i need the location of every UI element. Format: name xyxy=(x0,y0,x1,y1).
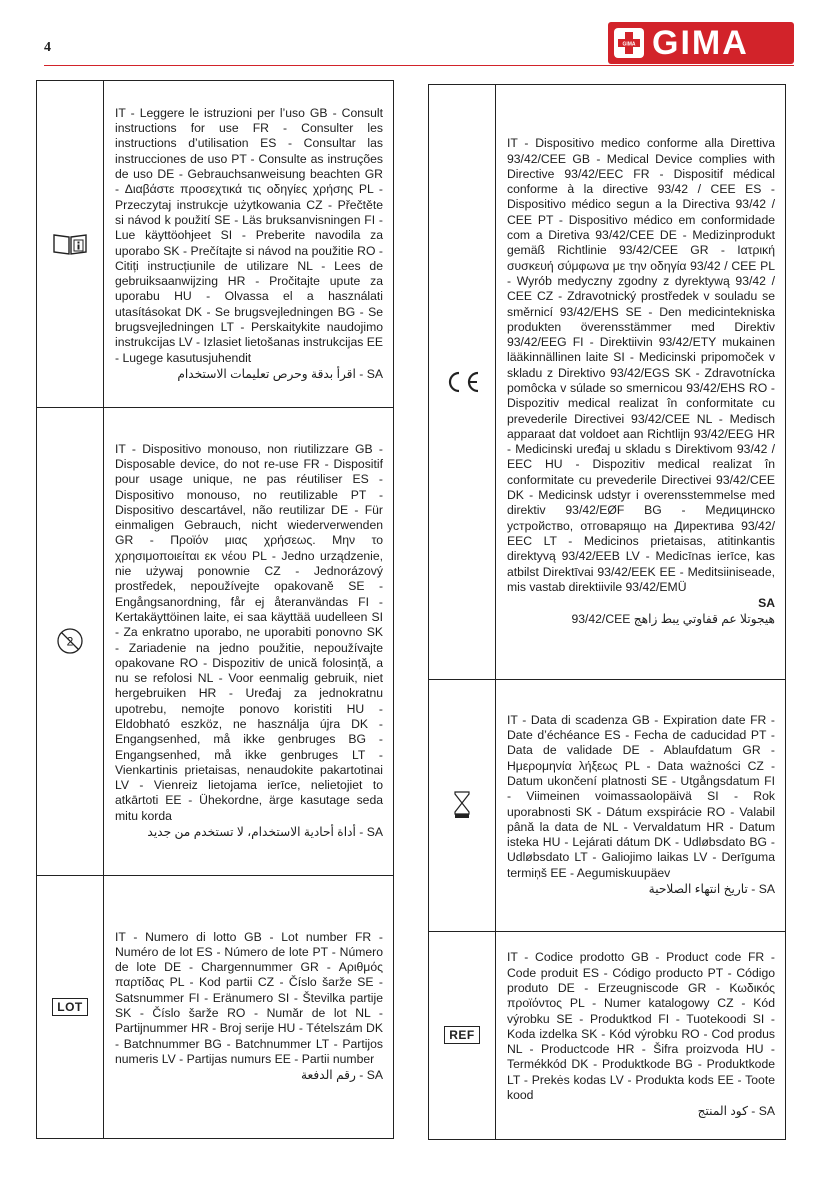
arabic-text: 93/42/CEE هيجوتلا عم قفاوتي يبط زاهج xyxy=(571,612,775,627)
multilingual-text: IT - Dispositivo medico conforme alla Direttiva 93/42/CEE GB - Medical Device complies with Directive 93/42/EEC FR - Dispositif médical conforme à la directive 93/42 / CEE ES - Dispositivo médico segun a la Directiva 93/42 / CEE PT - Dispositivo médico em conformidade com a Diretiva 93/42/CEE DE - Medizinprodukt gemäß Richtlinie 93/42/CEE GR - Ιατρική συσκευή σύμφωνα με την οδηγία 93/42 / CEE PL - Wyrób medyczny zgodny z dyrektywą 93/42 / CEE CZ - Zdravotnický prostředek v souladu se směrnicí 93/42/EHS SE - Den medicintekniska produkten överensstämmer med Direktiv 93/42/EEG FI - Direktiivin 93/42/ETY mukainen lääkinnällinen laite SI - Medicinski pripomoček v skladu z Direktivo 93/42/EGS SK - Zdravotnícka pomôcka v súlade so smernicou 93/42/EHS RO - Dispozitiv medical realizat în conformitate cu prevederile Directivei 93/42/CEE NL - Medisch apparaat dat voldoet aan Richtlijn 93/42/EEG HR - Medicinski uređaj u skladu s Direktivom 93/42 / EEC HU - Dispozitiv medical realizat în conformitate cu prevederile Directivei 93/42/CEE DK - Medicinsk udstyr i overensstemmelse med direktiv 93/42/EØF BG - Медицинско устройство, отговарящо на Директива 93/42/ЕЕС LT - Medicinos prietaisas, atitinkantis direktyvą 93/42/EEB LV - Medicīnas ierīce, kas atbilst Direktīvai 93/42/EEK EE - Meditsiiniseade, mis vastab direktiivile 93/42/EMÜ xyxy=(507,136,775,594)
arabic-text: SA - اقرأ بدقة وحرص تعليمات الاستخدام xyxy=(177,366,383,381)
symbol-description xyxy=(115,407,383,875)
symbol-icon-cell xyxy=(429,85,496,679)
right-symbol-table xyxy=(428,84,786,1140)
ce-mark-icon xyxy=(442,369,482,395)
arabic-text: SA - تاريخ انتهاء الصلاحية xyxy=(648,881,775,896)
svg-text:2: 2 xyxy=(66,634,74,649)
arabic-label: SA xyxy=(758,596,775,611)
ref-icon: REF xyxy=(444,1026,480,1044)
do-not-reuse-icon xyxy=(55,626,85,656)
multilingual-text: IT - Leggere le istruzioni per l’uso GB - Consult instructions for use FR - Consulter les instructions d’utilisation ES - Consultar las instrucciones de uso PT - Consulte as instruções de uso DE - Gebrauchsanweisung beachten GR - Διαβάστε προσεχτικά τις οδηγίες χρήσης PL - Przeczytaj instrukcje użytkowania CZ - Přečtěte si návod k použití SE - Läs bruksanvisningen FI - Lue käyttöohjeet SI - Preberite navodila za uporabo SK - Prečítajte si návod na použitie RO - Citiți instrucțiunile de utilizare NL - Lees de gebruiksaanwijzing HR - Pročitajte upute za uporabu HU - Olvassa el a használati utasításokat DK - Se brugsvejledningen BG - Se brugsvejledningen LT - Perskaitykite naudojimo instrukcijas LV - Izlasiet lietošanas instrukcijas EE - Lugege kasutusjuhendit xyxy=(115,105,383,365)
badge-text: GIMA xyxy=(622,41,636,48)
symbol-row-lot xyxy=(37,875,393,1138)
symbol-icon-cell xyxy=(429,679,496,931)
multilingual-text: IT - Numero di lotto GB - Lot number FR - Numéro de lot ES - Número de lote PT - Número de lote DE - Chargennummer GR - Αριθμός παρτίδας PL - Kod partii CZ - Číslo šarže SE - Satsnummer FI - Eränumero SI - Številka partije SK - Číslo šarže RO - Număr de lot NL - Partijnummer HR - Broj serije HU - Tételszám DK - Batchnummer BG - Batchnummer LT - Partijos numeris LV - Partijas numurs EE - Partii number xyxy=(115,929,383,1066)
symbol-description xyxy=(507,85,775,679)
page-number: 4 xyxy=(44,40,51,55)
symbol-icon-cell xyxy=(429,931,496,1139)
symbol-icon-cell xyxy=(37,875,104,1138)
symbol-description xyxy=(115,875,383,1138)
consult-instructions-icon xyxy=(52,232,88,256)
multilingual-text: IT - Codice prodotto GB - Product code FR - Code produit ES - Código producto PT - Código produto DE - Erzeugniscode GR - Κωδικός προϊόντος PL - Numer katalogowy CZ - Kód výrobku SE - Produktkod FI - Tuotekoodi SI - Koda izdelka SK - Kód výrobku RO - Cod produs NL - Productcode HR - Šifra proizvoda HU - Termékkód DK - Produktkode BG - Produktkode LT - Prekės kodas LV - Produkta kods EE - Toote kood xyxy=(507,950,775,1103)
multilingual-text: IT - Dispositivo monouso, non riutilizzare GB - Disposable device, do not re-use FR - Dispositif pour usage unique, ne pas réutiliser ES - Dispositivo monouso, no reutilizable PT - Dispositivo descartável, não reutilizar DE - Für einmaligen Gebrauch, nicht wiederverwenden GR - Προϊόν μιας χρήσεως. Μην το χρησιμοποιείται εκ νέου PL - Jedno urządzenie, nie używaj ponownie CZ - Jednorázový prostředek, nepoužívejte opakovaně SE - Engångsanordning, får ej återanvändas FI - Kertakäyttöinen laite, ei saa käyttää uudelleen SI - Za enkratno uporabo, ne uporabiti ponovno SK - Zariadenie na jedno použitie, nepoužívajte opakovane RO - Dispozitiv de unică folosință, a nu se refolosi NL - Voor eenmalig gebruik, niet hergebruiken HR - Uređaj za jednokratnu upotrebu, nemojte ponovo koristiti HU - Eldobható eszköz, ne használja újra DK - Engangsenhed, må ikke genbruges BG - Engangsenhed, må ikke genbruges LT - Vienkartinis prietaisas, nenaudokite pakartotinai LV - Vienreiz lietojama ierīce, nelietojiet to atkārtoti EE - Ühekordne, ärge kasutage seda mitu korda xyxy=(115,441,383,823)
arabic-text: SA - رقم الدفعة xyxy=(300,1068,383,1083)
arabic-text: SA - أداة أحادية الاستخدام، لا تستخدم من جديد xyxy=(147,825,383,840)
header-rule xyxy=(44,65,794,66)
symbol-row-ce-mark xyxy=(429,85,785,680)
gima-logo xyxy=(608,22,794,64)
symbol-icon-cell xyxy=(37,81,104,407)
symbol-description xyxy=(115,81,383,407)
gima-badge-icon xyxy=(614,28,644,58)
expiration-date-icon xyxy=(452,790,472,820)
symbol-row-consult-instructions xyxy=(37,81,393,408)
left-symbol-table xyxy=(36,80,394,1139)
multilingual-text: IT - Data di scadenza GB - Expiration date FR - Date d’échéance ES - Fecha de caducidad PT - Data de validade DE - Ablaufdatum GR - Ημερομηνία λήξεως PL - Data ważności CZ - Datum ukončení platnosti SE - Utgångsdatum FI - Viimeinen voimassaolopäivä SI - Rok uporabnosti SK - Dátum exspirácie RO - Valabil până la data de NL - Vervaldatum HR - Datum isteka HU - Lejárati dátum DK - Udløbsdato BG - Udløbsdato LT - Galiojimo laikas LV - Derīguma termiņš EE - Aegumiskuupäev xyxy=(507,712,775,880)
arabic-text: SA - كود المنتج xyxy=(697,1104,775,1119)
symbol-row-ref xyxy=(429,931,785,1139)
symbol-icon-cell xyxy=(37,407,104,875)
symbol-row-expiration xyxy=(429,679,785,932)
symbol-description xyxy=(507,931,775,1139)
logo-text: GIMA xyxy=(652,24,749,62)
symbol-row-single-use xyxy=(37,407,393,876)
symbol-description xyxy=(507,679,775,931)
lot-icon: LOT xyxy=(52,998,88,1016)
